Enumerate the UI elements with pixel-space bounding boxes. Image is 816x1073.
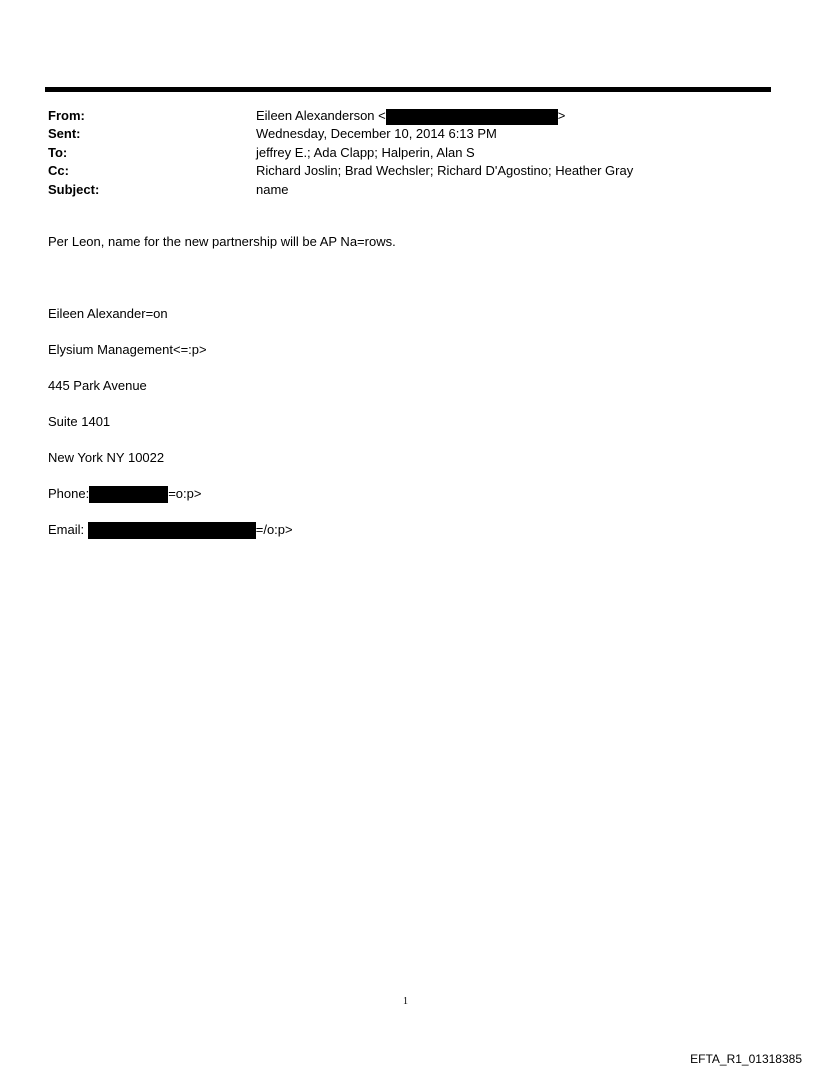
to-row	[48, 144, 768, 162]
signature-name: Eileen Alexander=on	[48, 306, 168, 321]
from-value	[256, 107, 565, 125]
email-label: Email:	[48, 522, 85, 537]
redaction-block	[89, 486, 168, 503]
phone-label: Phone:	[48, 486, 90, 501]
signature-street: 445 Park Avenue	[48, 378, 147, 393]
signature-suite: Suite 1401	[48, 414, 111, 429]
page-number: 1	[403, 996, 408, 1007]
from-close: >	[557, 108, 566, 123]
subject-row	[48, 181, 768, 199]
redaction-block	[386, 109, 558, 125]
signature-city: New York NY 10022	[48, 450, 165, 465]
from-row	[48, 107, 768, 125]
sent-row	[48, 125, 768, 143]
signature-company: Elysium Management<=:p>	[48, 342, 207, 357]
to-label: To:	[48, 144, 68, 160]
cc-label: Cc:	[48, 163, 69, 179]
from-label: From:	[48, 108, 85, 123]
from-name: Eileen Alexanderson <	[256, 108, 386, 123]
email-header	[48, 107, 768, 199]
redaction-block	[88, 522, 256, 539]
signature-email	[48, 522, 293, 539]
sent-label: Sent:	[48, 126, 81, 142]
subject-label: Subject:	[48, 181, 100, 197]
to-value: jeffrey E.; Ada Clapp; Halperin, Alan S	[256, 144, 475, 160]
signature-phone	[48, 486, 201, 503]
sent-value: Wednesday, December 10, 2014 6:13 PM	[256, 126, 497, 142]
cc-value: Richard Joslin; Brad Wechsler; Richard D'Agostino; Heather Gray	[256, 163, 634, 179]
header-divider	[45, 87, 771, 92]
cc-row	[48, 162, 768, 180]
message-text: Per Leon, name for the new partnership will be AP Na=rows.	[48, 234, 396, 249]
subject-value: name	[256, 181, 289, 197]
phone-suffix: =o:p>	[168, 486, 202, 501]
email-suffix: =/o:p>	[255, 522, 293, 537]
document-id: EFTA_R1_01318385	[690, 1052, 802, 1066]
